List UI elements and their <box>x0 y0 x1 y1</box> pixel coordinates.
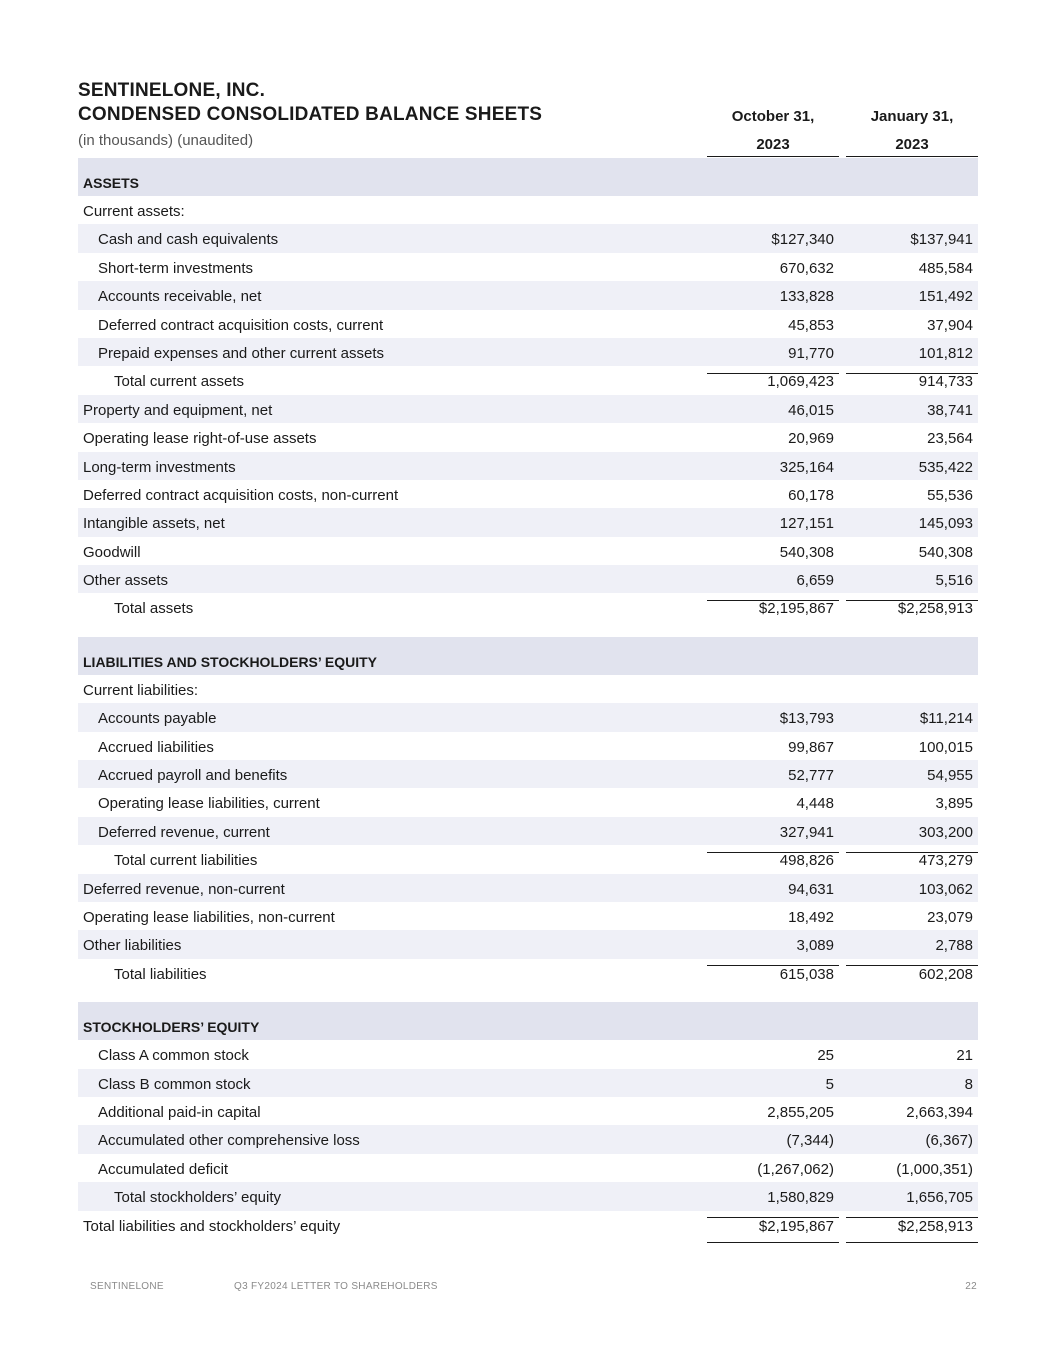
row-label: Operating lease liabilities, non-current <box>83 908 335 926</box>
table-row-deferred-contract-costs-current <box>78 310 978 338</box>
value-january: 303,200 <box>846 824 978 851</box>
value-january: 23,079 <box>927 908 973 926</box>
value-october: 2,855,205 <box>767 1103 834 1121</box>
value-october: 20,969 <box>788 430 834 448</box>
row-label: Accrued payroll and benefits <box>98 767 288 785</box>
table-row-intangible-assets <box>78 508 978 536</box>
value-october: 3,089 <box>707 937 839 964</box>
value-january: 21 <box>956 1047 973 1065</box>
table-row-total-equity <box>78 1182 978 1210</box>
value-october: 670,632 <box>779 259 834 277</box>
column-header-year: 2023 <box>756 136 790 153</box>
row-label: Goodwill <box>83 543 141 561</box>
value-october: $2,195,867 <box>707 1218 839 1235</box>
section-header-liabilities <box>78 637 978 675</box>
table-row-prepaid-expenses <box>78 338 978 366</box>
value-january: $11,214 <box>919 710 973 728</box>
row-label: Long-term investments <box>83 458 236 476</box>
value-october: 127,151 <box>779 515 834 533</box>
page-number: 22 <box>965 1281 977 1292</box>
value-october: 1,580,829 <box>707 1189 839 1216</box>
row-label: Total stockholders’ equity <box>114 1189 282 1207</box>
table-row-accrued-liabilities <box>78 732 978 760</box>
value-october: 91,770 <box>707 345 839 372</box>
value-january: (1,000,351) <box>846 1161 978 1188</box>
value-october: 4,448 <box>796 795 834 813</box>
column-header-date: January 31, <box>870 108 954 125</box>
row-label: Property and equipment, net <box>83 401 273 419</box>
row-label: Cash and cash equivalents <box>98 231 279 249</box>
table-row-total-assets <box>78 593 978 621</box>
value-january: 23,564 <box>927 430 973 448</box>
table-row-accounts-payable <box>78 703 978 731</box>
column-header-october-2023 <box>707 80 839 158</box>
value-january: 151,492 <box>918 288 973 306</box>
value-october: 25 <box>817 1047 834 1065</box>
row-label: Other liabilities <box>83 937 182 955</box>
row-label: Deferred contract acquisition costs, non-current <box>83 486 399 504</box>
table-row-deferred-contract-costs-noncurrent <box>78 480 978 508</box>
value-january: 8 <box>964 1075 973 1093</box>
value-october: 99,867 <box>788 738 834 756</box>
row-label: Intangible assets, net <box>83 515 225 533</box>
balance-sheet-table <box>78 158 978 1239</box>
column-header-rule <box>707 156 839 157</box>
value-october: 327,941 <box>707 824 839 851</box>
value-january: 540,308 <box>918 543 973 561</box>
section-header-label: LIABILITIES AND STOCKHOLDERS’ EQUITY <box>83 653 378 670</box>
value-october: (1,267,062) <box>707 1161 839 1188</box>
row-label: Prepaid expenses and other current assets <box>98 344 385 362</box>
value-january: 3,895 <box>935 795 973 813</box>
value-october: 498,826 <box>779 852 834 870</box>
table-row-other-assets <box>78 565 978 593</box>
table-row-accrued-payroll <box>78 760 978 788</box>
table-row-other-liabilities <box>78 930 978 958</box>
row-label: Additional paid-in capital <box>98 1103 261 1121</box>
value-october: $127,340 <box>771 231 834 249</box>
table-row-current-liabilities <box>78 675 978 703</box>
value-october: 540,308 <box>779 543 834 561</box>
value-january: 914,733 <box>918 373 973 391</box>
statement-header <box>78 80 978 158</box>
row-label: Operating lease liabilities, current <box>98 795 320 813</box>
value-january: $2,258,913 <box>846 600 978 617</box>
row-label: Class B common stock <box>98 1075 251 1093</box>
value-january: 535,422 <box>918 458 973 476</box>
value-october: 45,853 <box>788 316 834 334</box>
value-january: 38,741 <box>927 401 973 419</box>
value-october: 60,178 <box>788 486 834 504</box>
section-spacer <box>78 987 978 1002</box>
value-january: 101,812 <box>846 345 978 372</box>
value-january: 54,955 <box>927 767 973 785</box>
value-january: 485,584 <box>918 259 973 277</box>
value-january: 2,663,394 <box>906 1103 973 1121</box>
table-row-apic <box>78 1097 978 1125</box>
statement-subtitle: (in thousands) (unaudited) <box>78 132 254 149</box>
section-header-assets <box>78 158 978 196</box>
row-label: Total current assets <box>114 373 245 391</box>
row-label: Accumulated other comprehensive loss <box>98 1132 360 1150</box>
row-label: Deferred revenue, current <box>98 823 270 841</box>
row-label: Total assets <box>114 600 194 618</box>
value-october: 46,015 <box>788 401 834 419</box>
value-october: 52,777 <box>788 767 834 785</box>
row-label: Current assets: <box>83 203 185 220</box>
value-october: 18,492 <box>788 908 834 926</box>
table-row-accumulated-deficit <box>78 1154 978 1182</box>
table-row-class-a-stock <box>78 1040 978 1068</box>
table-row-total-current-liabilities <box>78 845 978 873</box>
value-october: 133,828 <box>779 288 834 306</box>
table-row-lease-liabilities-noncurrent <box>78 902 978 930</box>
value-january: 1,656,705 <box>846 1189 978 1216</box>
value-january: 37,904 <box>927 316 973 334</box>
table-row-current-assets <box>78 196 978 224</box>
table-row-property-equipment <box>78 395 978 423</box>
column-header-year: 2023 <box>895 136 929 153</box>
table-row-short-term-investments <box>78 253 978 281</box>
value-january: 5,516 <box>846 572 978 599</box>
column-header-date: October 31, <box>731 108 815 125</box>
table-row-total-liabilities-equity <box>78 1211 978 1239</box>
row-label: Short-term investments <box>98 259 254 277</box>
value-january: (6,367) <box>925 1132 973 1150</box>
table-row-class-b-stock <box>78 1069 978 1097</box>
row-label: Operating lease right-of-use assets <box>83 430 317 448</box>
row-label: Deferred revenue, non-current <box>83 880 285 898</box>
row-label: Accrued liabilities <box>98 738 214 756</box>
value-october: $13,793 <box>779 710 834 728</box>
table-row-cash <box>78 224 978 252</box>
table-row-deferred-revenue-current <box>78 817 978 845</box>
row-label: Accounts payable <box>98 710 217 728</box>
value-january: 2,788 <box>846 937 978 964</box>
section-spacer <box>78 622 978 637</box>
value-january: $2,258,913 <box>846 1218 978 1235</box>
company-name: SENTINELONE, INC. <box>78 80 266 101</box>
value-october: 615,038 <box>707 966 839 983</box>
value-october: 6,659 <box>707 572 839 599</box>
table-row-goodwill <box>78 537 978 565</box>
section-header-equity <box>78 1002 978 1040</box>
table-row-deferred-revenue-noncurrent <box>78 874 978 902</box>
value-october: 325,164 <box>779 458 834 476</box>
row-label: Class A common stock <box>98 1047 249 1065</box>
row-label: Current liabilities: <box>83 681 199 699</box>
value-october: 94,631 <box>788 880 834 898</box>
value-january: 473,279 <box>918 852 973 870</box>
footer-document-title: Q3 FY2024 LETTER TO SHAREHOLDERS <box>234 1281 438 1292</box>
row-label: Total current liabilities <box>114 852 258 870</box>
table-row-total-liabilities <box>78 959 978 987</box>
row-label: Other assets <box>83 572 169 590</box>
row-label: Total liabilities and stockholders’ equity <box>83 1217 341 1235</box>
table-row-accounts-receivable <box>78 281 978 309</box>
table-row-rou-assets <box>78 423 978 451</box>
section-header-label: ASSETS <box>83 175 140 191</box>
column-header-rule <box>846 156 978 157</box>
value-october: (7,344) <box>786 1132 834 1150</box>
row-label: Total liabilities <box>114 965 207 983</box>
value-october: $2,195,867 <box>707 600 839 617</box>
value-october: 5 <box>825 1075 834 1093</box>
value-january: 103,062 <box>918 880 973 898</box>
value-january: $137,941 <box>910 231 973 249</box>
value-january: 602,208 <box>846 966 978 983</box>
statement-title: CONDENSED CONSOLIDATED BALANCE SHEETS <box>78 104 543 125</box>
row-label: Accounts receivable, net <box>98 288 262 306</box>
row-label: Accumulated deficit <box>98 1160 229 1178</box>
value-october: 1,069,423 <box>767 373 834 391</box>
value-january: 145,093 <box>918 515 973 533</box>
column-header-january-2023 <box>846 80 978 158</box>
value-january: 100,015 <box>918 738 973 756</box>
value-january: 55,536 <box>927 486 973 504</box>
footer-brand: SENTINELONE <box>90 1281 164 1292</box>
table-row-aoci <box>78 1125 978 1153</box>
table-row-total-current-assets <box>78 366 978 394</box>
table-row-lease-liabilities-current <box>78 788 978 816</box>
section-header-label: STOCKHOLDERS’ EQUITY <box>83 1019 260 1036</box>
table-row-long-term-investments <box>78 452 978 480</box>
row-label: Deferred contract acquisition costs, current <box>98 316 384 334</box>
